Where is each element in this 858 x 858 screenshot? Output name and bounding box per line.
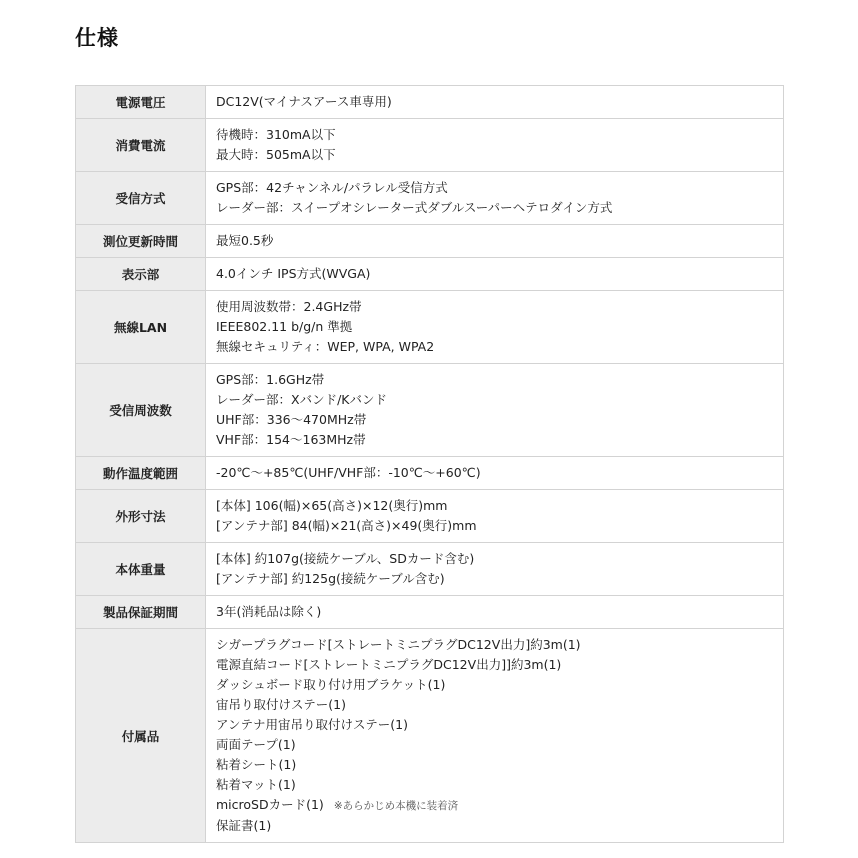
spec-line: GPS部：42チャンネル/パラレル受信方式 [216,180,448,195]
spec-value [206,86,784,119]
spec-label: 表示部 [76,258,206,291]
spec-row-current [76,119,784,172]
spec-line: [アンテナ部] 84(幅)×21(高さ)×49(奥行)mm [216,518,477,533]
spec-line: シガープラグコード[ストレートミニプラグDC12V出力]約3m(1) [216,637,581,652]
spec-line: IEEE802.11 b/g/n 準拠 [216,319,353,334]
spec-label: 測位更新時間 [76,225,206,258]
spec-value [206,596,784,629]
spec-row-dimensions [76,490,784,543]
spec-label: 製品保証期間 [76,596,206,629]
spec-line: アンテナ用宙吊り取付けステー(1) [216,717,408,732]
spec-line: レーダー部：Xバンド/Kバンド [216,392,387,407]
spec-row-power-voltage [76,86,784,119]
spec-line: DC12V(マイナスアース車専用) [216,94,392,109]
spec-line: VHF部：154～163MHz帯 [216,432,366,447]
spec-line-microsd [216,795,773,816]
spec-label: 付属品 [76,629,206,843]
spec-line: 待機時：310mA以下 [216,127,336,142]
spec-label: 受信周波数 [76,364,206,457]
spec-label: 電源電圧 [76,86,206,119]
spec-label: 本体重量 [76,543,206,596]
spec-line: 無線セキュリティ：WEP, WPA, WPA2 [216,339,435,354]
spec-value [206,119,784,172]
spec-value [206,490,784,543]
spec-value [206,291,784,364]
spec-row-wireless-lan [76,291,784,364]
spec-line: [アンテナ部] 約125g(接続ケーブル含む) [216,571,445,586]
spec-label: 消費電流 [76,119,206,172]
spec-line: GPS部：1.6GHz帯 [216,372,325,387]
spec-row-weight [76,543,784,596]
spec-value [206,364,784,457]
spec-label: 無線LAN [76,291,206,364]
page-title: 仕様 [75,26,119,50]
spec-row-positioning-update [76,225,784,258]
spec-line: 電源直結コード[ストレートミニプラグDC12V出力]]約3m(1) [216,657,562,672]
spec-line: 3年(消耗品は除く) [216,604,322,619]
spec-line: 4.0インチ IPS方式(WVGA) [216,266,371,281]
spec-value [206,543,784,596]
spec-value [206,457,784,490]
spec-row-operating-temperature [76,457,784,490]
spec-line: [本体] 106(幅)×65(高さ)×12(奥行)mm [216,498,448,513]
spec-row-warranty [76,596,784,629]
spec-line: 最短0.5秒 [216,233,274,248]
spec-line: 保証書(1) [216,818,272,833]
spec-table [75,85,784,843]
spec-line: [本体] 約107g(接続ケーブル、SDカード含む) [216,551,475,566]
spec-value [206,258,784,291]
spec-label: 動作温度範囲 [76,457,206,490]
spec-value [206,629,784,843]
spec-value [206,172,784,225]
spec-line: 使用周波数帯：2.4GHz帯 [216,299,362,314]
spec-line: 最大時：505mA以下 [216,147,336,162]
spec-value [206,225,784,258]
spec-row-display [76,258,784,291]
spec-line: ダッシュボード取り付け用ブラケット(1) [216,677,446,692]
spec-line: 粘着マット(1) [216,777,296,792]
spec-line: 宙吊り取付けステー(1) [216,697,346,712]
spec-line: -20℃～+85℃(UHF/VHF部：-10℃～+60℃) [216,465,481,480]
spec-line: 粘着シート(1) [216,757,297,772]
spec-label: 外形寸法 [76,490,206,543]
microsd-note: ※あらかじめ本機に装着済 [333,800,459,812]
microsd-label: microSDカード(1) [216,797,324,812]
spec-row-accessories [76,629,784,843]
spec-line: 両面テープ(1) [216,737,296,752]
spec-row-reception-frequency [76,364,784,457]
spec-row-reception-method [76,172,784,225]
spec-line: UHF部：336～470MHz帯 [216,412,367,427]
spec-line: レーダー部：スイープオシレーター式ダブルスーパーヘテロダイン方式 [216,200,613,215]
spec-label: 受信方式 [76,172,206,225]
